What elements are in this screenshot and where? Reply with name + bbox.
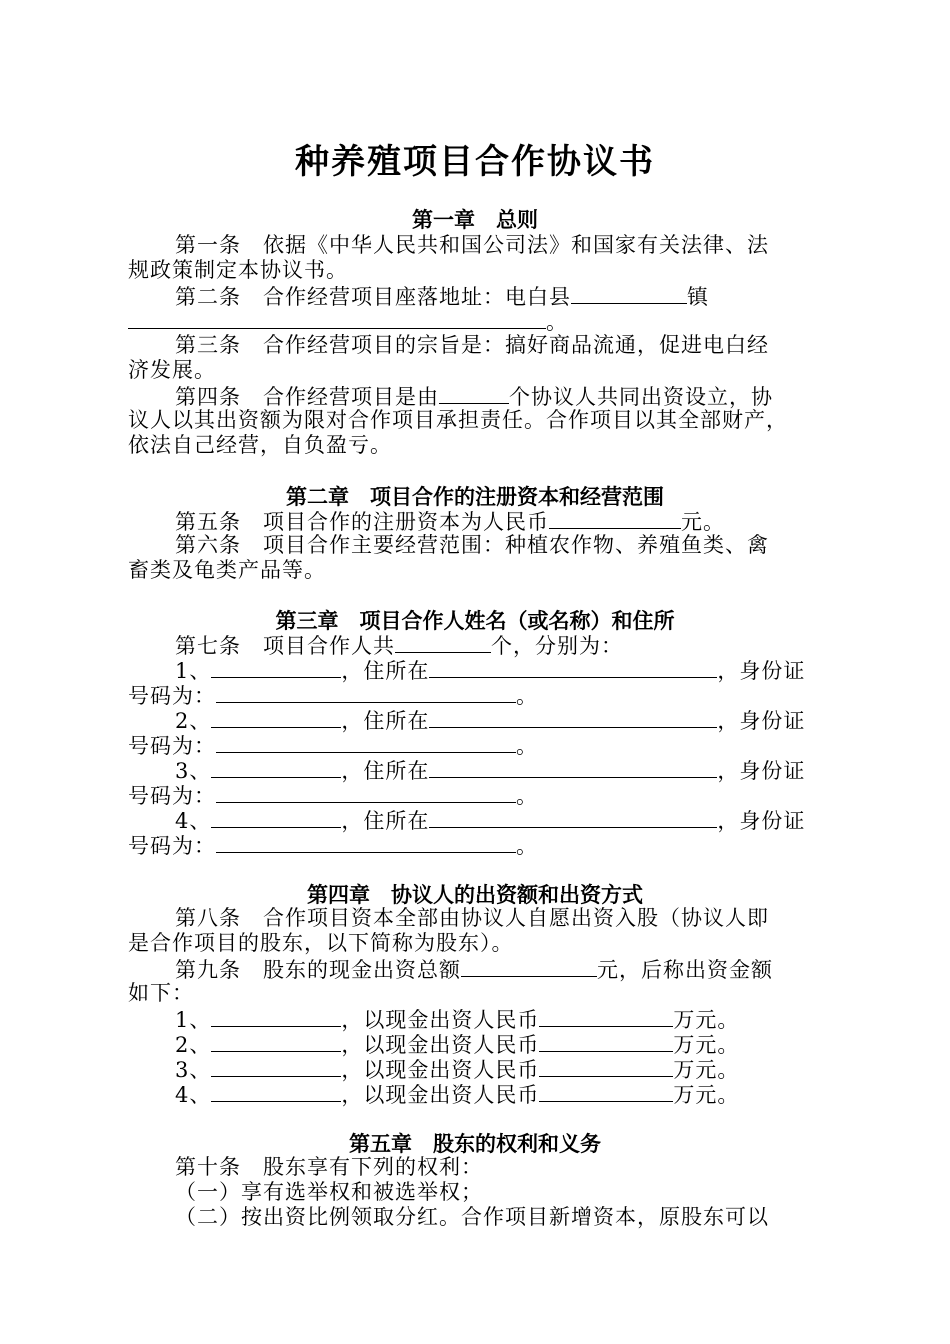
- contribution-2-unit: 万元。: [673, 1033, 740, 1057]
- contribution-4-label: ，以现金出资人民币: [341, 1083, 540, 1107]
- contribution-2-amount-blank[interactable]: [539, 1031, 673, 1052]
- contribution-1-unit: 万元。: [673, 1008, 740, 1032]
- article-10-line: 第十条 股东享有下列的权利：: [175, 1155, 483, 1179]
- partner-4-id-prefix: 号码为：: [128, 834, 216, 858]
- article-8-line-1: 第八条 合作项目资本全部由协议人自愿出资入股（协议人即: [175, 906, 769, 930]
- contribution-1-amount-blank[interactable]: [539, 1006, 673, 1027]
- partner-3-id-label: ，身份证: [717, 759, 806, 783]
- partner-2-address-label: ，住所在: [341, 709, 430, 733]
- article-2-line-1: [175, 283, 709, 308]
- contribution-3-num: 3、: [175, 1058, 212, 1082]
- article-4-text-a: 第四条 合作经营项目是由: [175, 385, 439, 409]
- partner-4-id-label: ，身份证: [717, 809, 806, 833]
- article-1-line-1: 第一条 依据《中华人民共和国公司法》和国家有关法律、法: [175, 233, 769, 257]
- contribution-4-num: 4、: [175, 1083, 212, 1107]
- chapter-3-heading: 第三章 项目合作人姓名（或名称）和住所: [275, 609, 675, 633]
- article-9-line-1: [175, 956, 773, 981]
- article-3-line-1: 第三条 合作经营项目的宗旨是：搞好商品流通，促进电白经: [175, 333, 769, 357]
- partner-3-line-2: [128, 782, 538, 807]
- article-9-line-2: 如下：: [128, 981, 194, 1005]
- party-count-blank[interactable]: [439, 383, 509, 404]
- contribution-1-num: 1、: [175, 1008, 212, 1032]
- partner-3-id-prefix: 号码为：: [128, 784, 216, 808]
- partner-1-name-blank[interactable]: [211, 657, 341, 678]
- partner-2-id-blank[interactable]: [216, 732, 516, 753]
- article-7-suffix: 个，分别为：: [491, 634, 623, 658]
- contribution-3-amount-blank[interactable]: [539, 1056, 673, 1077]
- article-6-line-1: 第六条 项目合作主要经营范围：种植农作物、养殖鱼类、禽: [175, 533, 769, 557]
- article-9-suffix: 元，后称出资金额: [597, 958, 773, 982]
- right-1: （一）享有选举权和被选举权；: [175, 1180, 483, 1204]
- partner-4-line-1: [175, 807, 805, 832]
- partner-1-id-blank[interactable]: [216, 682, 516, 703]
- contribution-3-label: ，以现金出资人民币: [341, 1058, 540, 1082]
- article-4-line-2: 议人以其出资额为限对合作项目承担责任。合作项目以其全部财产，: [128, 408, 788, 432]
- partner-1-address-blank[interactable]: [429, 657, 717, 678]
- article-8-line-2: 是合作项目的股东，以下简称为股东）。: [128, 931, 514, 955]
- article-4-text-b: 个协议人共同出资设立，协: [509, 385, 773, 409]
- article-9-text: 第九条 股东的现金出资总额: [175, 958, 461, 982]
- contribution-2-num: 2、: [175, 1033, 212, 1057]
- right-2: （二）按出资比例领取分红。合作项目新增资本，原股东可以: [175, 1205, 769, 1229]
- contribution-2: [175, 1031, 739, 1056]
- contribution-1-label: ，以现金出资人民币: [341, 1008, 540, 1032]
- partner-3-address-blank[interactable]: [429, 757, 717, 778]
- partner-4-address-label: ，住所在: [341, 809, 430, 833]
- partner-2-end: 。: [516, 734, 538, 758]
- partner-1-line-2: [128, 682, 538, 707]
- partner-2-line-1: [175, 707, 805, 732]
- partner-1-id-label: ，身份证: [717, 659, 806, 683]
- article-2-text: 第二条 合作经营项目座落地址：电白县: [175, 285, 571, 309]
- article-7-text: 第七条 项目合作人共: [175, 634, 395, 658]
- partner-4-id-blank[interactable]: [216, 832, 516, 853]
- partner-4-line-2: [128, 832, 538, 857]
- article-3-line-2: 济发展。: [128, 358, 216, 382]
- partner-4-end: 。: [516, 834, 538, 858]
- contribution-3-name-blank[interactable]: [211, 1056, 341, 1077]
- contribution-3-unit: 万元。: [673, 1058, 740, 1082]
- partner-2-name-blank[interactable]: [211, 707, 341, 728]
- partner-1-end: 。: [516, 684, 538, 708]
- article-6-line-2: 畜类及龟类产品等。: [128, 558, 326, 582]
- contribution-4: [175, 1081, 739, 1106]
- article-2-line-2: [128, 308, 568, 333]
- contribution-1-name-blank[interactable]: [211, 1006, 341, 1027]
- partner-4-num: 4、: [175, 809, 212, 833]
- contribution-3: [175, 1056, 739, 1081]
- article-2-end: 。: [546, 310, 568, 334]
- partner-3-id-blank[interactable]: [216, 782, 516, 803]
- partner-1-address-label: ，住所在: [341, 659, 430, 683]
- partner-3-end: 。: [516, 784, 538, 808]
- partner-1-id-prefix: 号码为：: [128, 684, 216, 708]
- article-5-line: [175, 508, 725, 533]
- partner-1-num: 1、: [175, 659, 212, 683]
- chapter-2-heading: 第二章 项目合作的注册资本和经营范围: [286, 485, 664, 509]
- contribution-4-name-blank[interactable]: [211, 1081, 341, 1102]
- article-4-line-3: 依法自己经营，自负盈亏。: [128, 433, 392, 457]
- partner-2-id-prefix: 号码为：: [128, 734, 216, 758]
- article-7-line: [175, 632, 623, 657]
- chapter-5-heading: 第五章 股东的权利和义务: [349, 1132, 601, 1156]
- partner-2-num: 2、: [175, 709, 212, 733]
- partner-3-address-label: ，住所在: [341, 759, 430, 783]
- article-5-text: 第五条 项目合作的注册资本为人民币: [175, 510, 549, 534]
- contribution-4-unit: 万元。: [673, 1083, 740, 1107]
- town-blank[interactable]: [571, 283, 687, 304]
- contribution-4-amount-blank[interactable]: [539, 1081, 673, 1102]
- article-5-unit: 元。: [681, 510, 725, 534]
- partner-3-line-1: [175, 757, 805, 782]
- town-suffix: 镇: [687, 285, 709, 309]
- partner-2-id-label: ，身份证: [717, 709, 806, 733]
- registered-capital-blank[interactable]: [549, 508, 681, 529]
- document-title: 种养殖项目合作协议书: [295, 142, 655, 182]
- partner-4-address-blank[interactable]: [429, 807, 717, 828]
- partner-3-num: 3、: [175, 759, 212, 783]
- partner-count-blank[interactable]: [395, 632, 491, 653]
- partner-4-name-blank[interactable]: [211, 807, 341, 828]
- chapter-1-heading: 第一章 总则: [412, 208, 538, 232]
- article-4-line-1: [175, 383, 773, 408]
- cash-total-blank[interactable]: [461, 956, 597, 977]
- contribution-2-label: ，以现金出资人民币: [341, 1033, 540, 1057]
- partner-2-address-blank[interactable]: [429, 707, 717, 728]
- chapter-4-heading: 第四章 协议人的出资额和出资方式: [307, 883, 643, 907]
- partner-2-line-2: [128, 732, 538, 757]
- partner-3-name-blank[interactable]: [211, 757, 341, 778]
- contribution-2-name-blank[interactable]: [211, 1031, 341, 1052]
- address-blank[interactable]: [128, 308, 546, 329]
- article-1-line-2: 规政策制定本协议书。: [128, 258, 348, 282]
- contribution-1: [175, 1006, 739, 1031]
- partner-1-line-1: [175, 657, 805, 682]
